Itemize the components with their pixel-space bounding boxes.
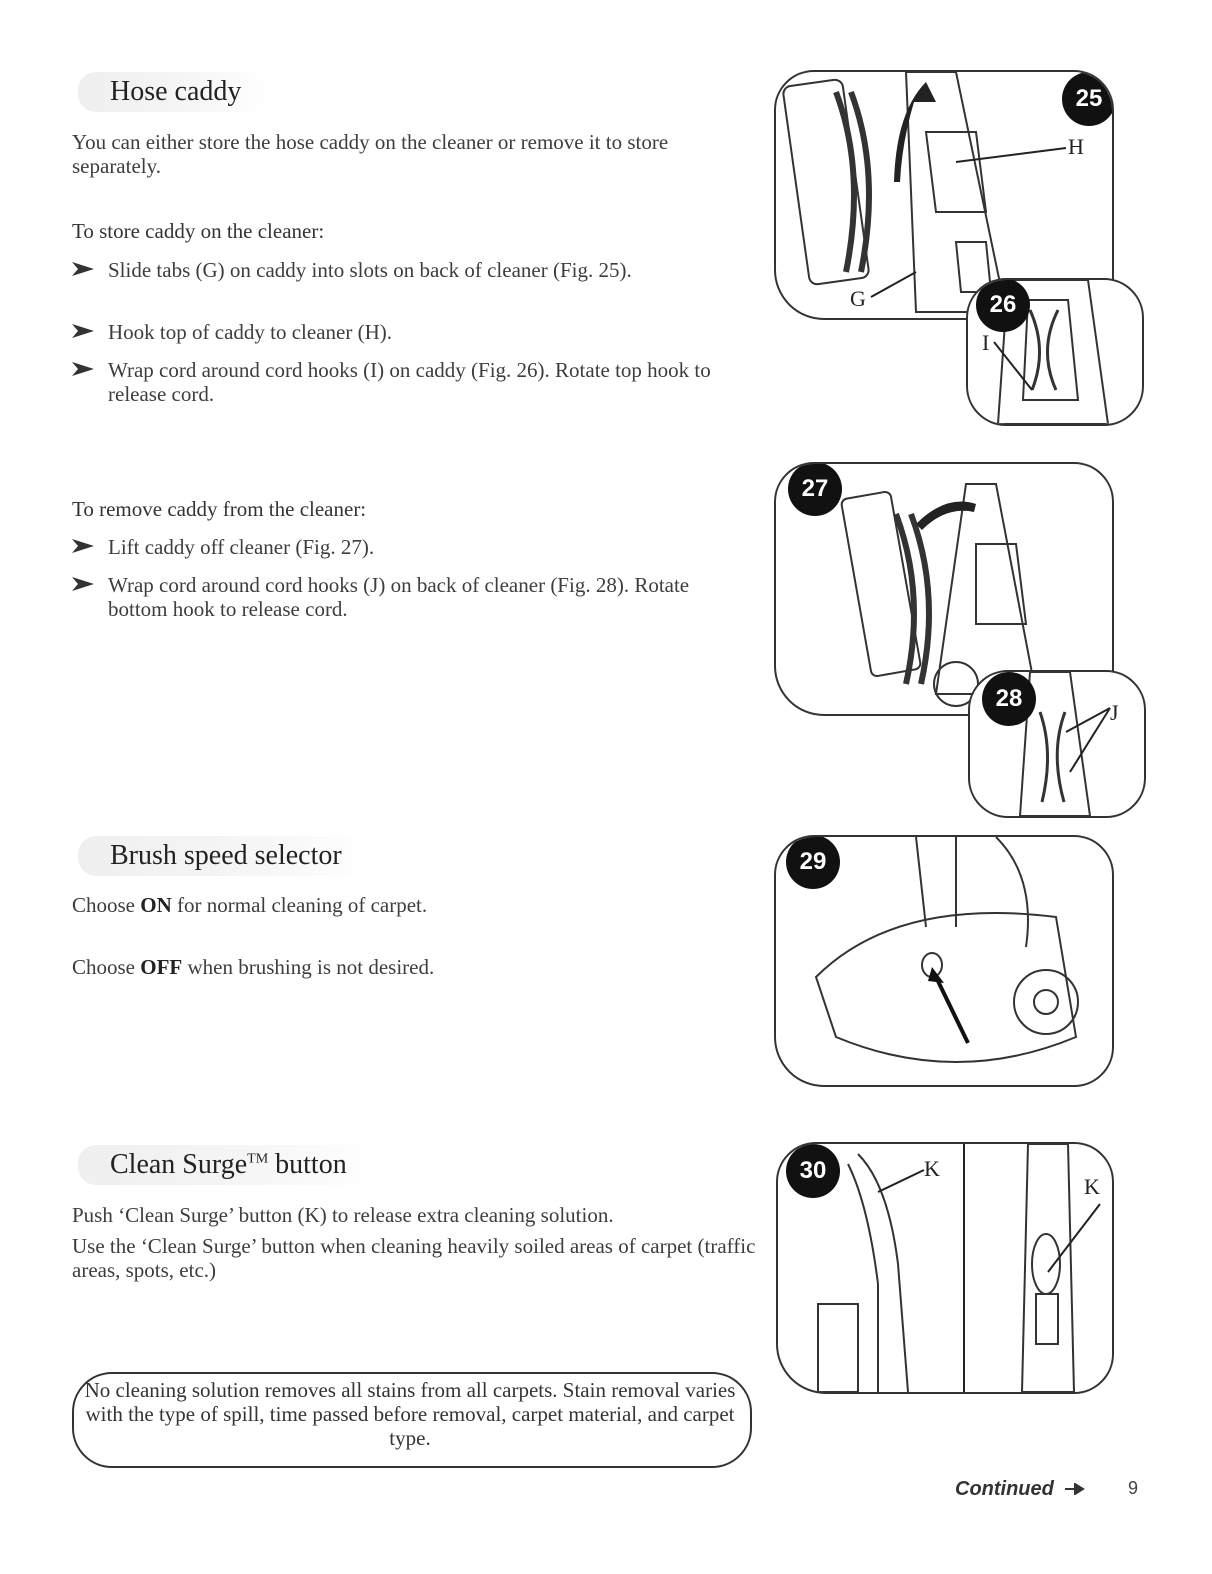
store-step-2 [72, 320, 762, 344]
remove-step-1 [72, 535, 762, 559]
callout-j: J [1110, 700, 1119, 725]
figure-30 [776, 1142, 1114, 1394]
clean-surge-title-suffix: button [268, 1149, 347, 1180]
remove-step-2-text: Wrap cord around cord hooks (J) on back of cleaner (Fig. 28). Rotate bottom hook to release cord. [108, 573, 690, 621]
figure-number-badge: 29 [786, 835, 840, 889]
bullet-arrow-icon [72, 575, 94, 593]
continued-text: Continued [955, 1478, 1054, 1500]
store-caddy-heading: To store caddy on the cleaner: [72, 219, 325, 243]
hose-caddy-intro: You can either store the hose caddy on the cleaner or remove it to store separately. [72, 130, 669, 178]
store-step-1 [72, 258, 752, 282]
brush-on-post: for normal cleaning of carpet. [171, 893, 428, 917]
clean-surge-line-1: Push ‘Clean Surge’ button (K) to release extra cleaning solution. [72, 1203, 614, 1227]
figure-number-badge: 28 [982, 672, 1036, 726]
section-title-hose-caddy: Hose caddy [78, 72, 271, 112]
remove-caddy-heading: To remove caddy from the cleaner: [72, 497, 367, 521]
figure-number-badge: 27 [788, 462, 842, 516]
brush-off-keyword: OFF [140, 955, 183, 979]
callout-i: I [982, 330, 990, 355]
figure-number-badge: 30 [786, 1144, 840, 1198]
continued-label [955, 1478, 1085, 1501]
section-title-clean-surge [78, 1145, 377, 1185]
clean-surge-title-text: Clean Surge [110, 1149, 248, 1180]
bullet-arrow-icon [72, 360, 94, 378]
section-title-brush-speed: Brush speed selector [78, 836, 372, 876]
bullet-arrow-icon [72, 260, 94, 278]
continued-arrow-icon [1065, 1483, 1085, 1495]
figure-29 [774, 835, 1114, 1087]
page-number: 9 [1128, 1478, 1139, 1498]
brush-on-pre: Choose [72, 893, 141, 917]
store-step-1-text: Slide tabs (G) on caddy into slots on back of cleaner (Fig. 25). [108, 258, 632, 282]
figure-28 [968, 670, 1146, 818]
brush-off-post: when brushing is not desired. [182, 955, 435, 979]
store-step-2-text: Hook top of caddy to cleaner (H). [108, 320, 392, 344]
remove-step-2 [72, 573, 752, 621]
figure-26 [966, 278, 1144, 426]
stain-removal-note: No cleaning solution removes all stains from all carpets. Stain removal varies with the type of spill, time passed before removal, carpet material, and carpet type. [72, 1372, 752, 1468]
brush-speed-on-line [72, 893, 762, 917]
brush-speed-off-line [72, 955, 762, 979]
callout-h: H [1068, 134, 1084, 159]
trademark-mark: TM [247, 1151, 269, 1167]
clean-surge-line-2: Use the ‘Clean Surge’ button when cleaning heavily soiled areas of carpet (traffic areas, spots, etc.) [72, 1234, 756, 1282]
brush-on-keyword: ON [140, 893, 172, 917]
brush-off-pre: Choose [72, 955, 141, 979]
callout-k-left: K [924, 1156, 940, 1181]
callout-g: G [850, 286, 866, 311]
store-step-3 [72, 358, 762, 406]
bullet-arrow-icon [72, 322, 94, 340]
figure-number-badge: 26 [976, 278, 1030, 332]
figure-number-badge: 25 [1062, 72, 1114, 126]
remove-step-1-text: Lift caddy off cleaner (Fig. 27). [108, 535, 375, 559]
callout-k-right: K [1084, 1174, 1100, 1199]
bullet-arrow-icon [72, 537, 94, 555]
store-step-3-text: Wrap cord around cord hooks (I) on caddy (Fig. 26). Rotate top hook to release cord. [108, 358, 711, 406]
